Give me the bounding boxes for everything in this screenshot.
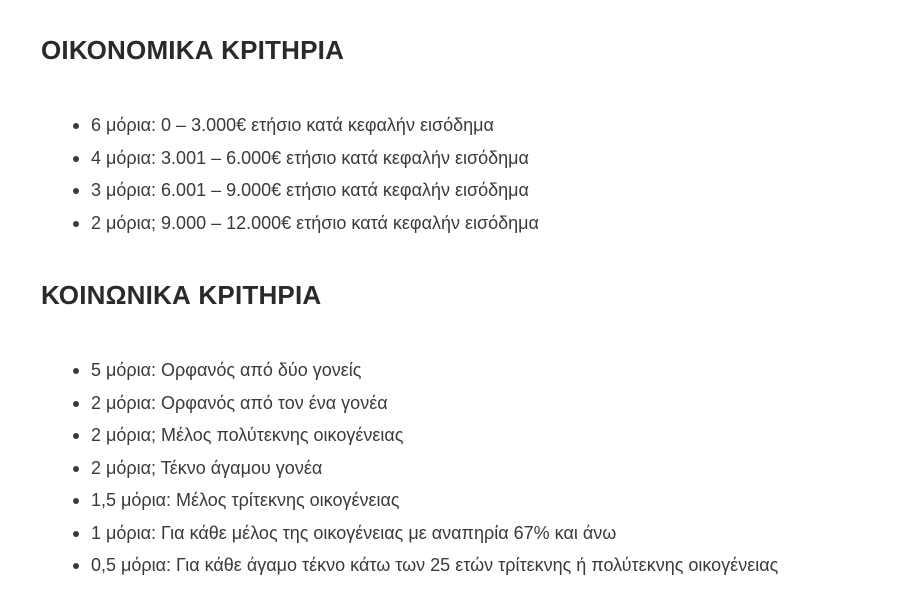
bullet-icon: [73, 156, 79, 162]
list-item: [41, 174, 539, 207]
list-item-text: 2 μόρια; Τέκνο άγαμου γονέα: [91, 457, 323, 478]
list-item: [41, 207, 539, 240]
list-item: [41, 484, 778, 517]
list-item-text: 5 μόρια: Ορφανός από δύο γονείς: [91, 360, 362, 380]
list-item-text: 1,5 μόρια: Μέλος τρίτεκνης οικογένειας: [91, 490, 400, 510]
list-item: [41, 387, 778, 420]
list-item: [41, 109, 539, 142]
list-item-text: 2 μόρια: Ορφανός από τον ένα γονέα: [91, 392, 388, 413]
economic-criteria-heading: ΟΙΚΟΝΟΜΙΚΑ ΚΡΙΤΗΡΙΑ: [41, 35, 345, 65]
list-item: [41, 452, 778, 485]
list-item-text: 0,5 μόρια: Για κάθε άγαμο τέκνο κάτω των 25 ετών τρίτεκνης ή πολύτεκνης οικογένειας: [91, 555, 779, 575]
list-item-text: 2 μόρια; Μέλος πολύτεκνης οικογένειας: [91, 425, 404, 445]
bullet-icon: [73, 466, 79, 472]
bullet-icon: [73, 433, 79, 439]
list-item: [41, 549, 778, 582]
social-criteria-heading: ΚΟΙΝΩΝΙΚΑ ΚΡΙΤΗΡΙΑ: [41, 280, 322, 310]
list-item-text: 4 μόρια: 3.001 – 6.000€ ετήσιο κατά κεφαλήν εισόδημα: [91, 147, 529, 168]
bullet-icon: [73, 368, 79, 374]
list-item-text: 1 μόρια: Για κάθε μέλος της οικογένειας με αναπηρία 67% και άνω: [91, 522, 617, 543]
list-item: [41, 142, 539, 175]
bullet-icon: [73, 563, 79, 569]
list-item: [41, 517, 778, 550]
bullet-icon: [73, 498, 79, 504]
list-item-text: 6 μόρια: 0 – 3.000€ ετήσιο κατά κεφαλήν εισόδημα: [91, 115, 494, 135]
economic-criteria-section: [41, 35, 539, 239]
list-item-text: 2 μόρια; 9.000 – 12.000€ ετήσιο κατά κεφαλήν εισόδημα: [91, 212, 539, 233]
list-item: [41, 419, 778, 452]
bullet-icon: [73, 123, 79, 129]
bullet-icon: [73, 401, 79, 407]
social-criteria-list: [41, 354, 778, 582]
social-criteria-section: [41, 280, 778, 582]
bullet-icon: [73, 188, 79, 194]
list-item: [41, 354, 778, 387]
economic-criteria-list: [41, 109, 539, 239]
bullet-icon: [73, 531, 79, 537]
bullet-icon: [73, 221, 79, 227]
list-item-text: 3 μόρια: 6.001 – 9.000€ ετήσιο κατά κεφαλήν εισόδημα: [91, 180, 529, 200]
